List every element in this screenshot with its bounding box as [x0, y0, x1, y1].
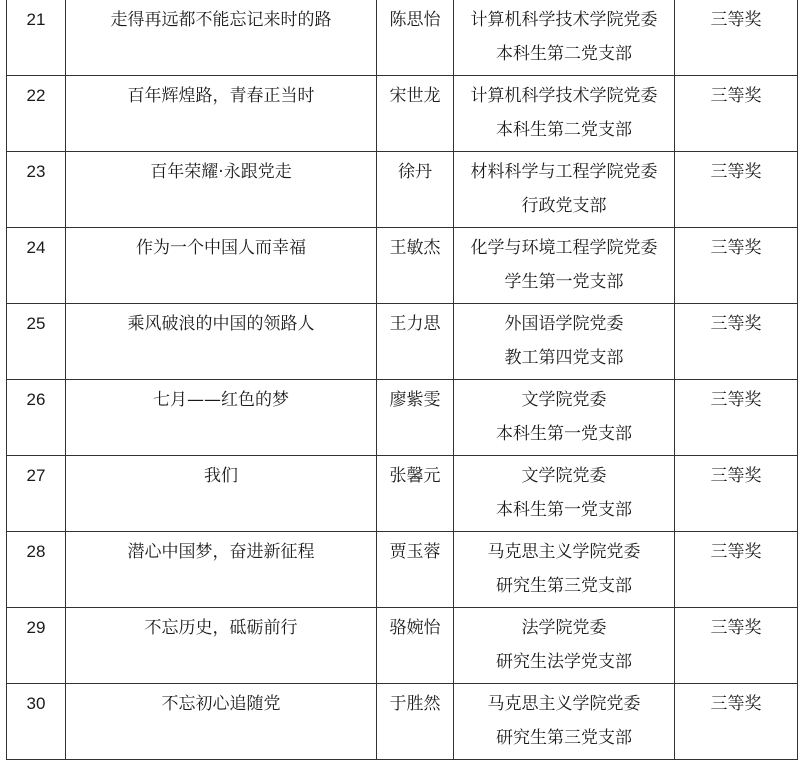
- row-number: 26: [26, 390, 46, 409]
- work-title: 不忘初心追随党: [161, 694, 281, 714]
- award-level: 三等奖: [710, 10, 762, 30]
- row-number: 29: [26, 618, 46, 637]
- row-number-cell: [7, 76, 66, 152]
- award-level: 三等奖: [710, 618, 762, 638]
- author-name-cell: [377, 532, 454, 608]
- author-name-cell: [377, 304, 454, 380]
- work-title: 潜心中国梦，奋进新征程: [127, 542, 315, 562]
- award-level: 三等奖: [710, 238, 762, 258]
- work-title-cell: [66, 0, 377, 76]
- award-cell: [675, 0, 798, 76]
- award-cell: [675, 304, 798, 380]
- table-row: [7, 532, 798, 608]
- unit-line-2: 本科生第二党支部: [496, 120, 632, 140]
- unit-line-1: 材料科学与工程学院党委: [470, 162, 658, 182]
- work-title: 乘风破浪的中国的领路人: [127, 314, 315, 334]
- row-number-cell: [7, 456, 66, 532]
- author-name-cell: [377, 608, 454, 684]
- row-number: 28: [26, 542, 46, 561]
- award-level: 三等奖: [710, 162, 762, 182]
- unit-cell: [454, 0, 675, 76]
- award-cell: [675, 532, 798, 608]
- work-title: 走得再远都不能忘记来时的路: [110, 10, 332, 30]
- row-number: 21: [26, 10, 46, 29]
- award-cell: [675, 228, 798, 304]
- unit-line-1: 文学院党委: [521, 390, 607, 410]
- row-number: 24: [26, 238, 46, 257]
- award-cell: [675, 456, 798, 532]
- unit-line-2: 研究生第三党支部: [496, 728, 632, 748]
- row-number: 23: [26, 162, 46, 181]
- table-row: [7, 380, 798, 456]
- author-name: 陈思怡: [389, 10, 441, 30]
- work-title-cell: [66, 456, 377, 532]
- author-name: 骆婉怡: [389, 618, 441, 638]
- author-name: 贾玉蓉: [389, 542, 441, 562]
- unit-line-2: 行政党支部: [521, 196, 607, 216]
- work-title: 我们: [204, 466, 238, 486]
- author-name: 王力思: [389, 314, 441, 334]
- author-name: 王敏杰: [389, 238, 441, 258]
- author-name-cell: [377, 228, 454, 304]
- unit-line-2: 教工第四党支部: [504, 348, 624, 368]
- award-level: 三等奖: [710, 542, 762, 562]
- work-title-cell: [66, 380, 377, 456]
- author-name-cell: [377, 380, 454, 456]
- award-cell: [675, 76, 798, 152]
- work-title-cell: [66, 684, 377, 760]
- row-number-cell: [7, 380, 66, 456]
- award-cell: [675, 380, 798, 456]
- award-cell: [675, 152, 798, 228]
- author-name: 张馨元: [389, 466, 441, 486]
- award-cell: [675, 608, 798, 684]
- author-name-cell: [377, 76, 454, 152]
- table-row: [7, 228, 798, 304]
- work-title-cell: [66, 304, 377, 380]
- awards-table-body: [7, 0, 798, 760]
- row-number: 27: [26, 466, 46, 485]
- award-cell: [675, 684, 798, 760]
- work-title-cell: [66, 76, 377, 152]
- work-title: 不忘历史，砥砺前行: [144, 618, 298, 638]
- author-name-cell: [377, 152, 454, 228]
- author-name: 于胜然: [389, 694, 441, 714]
- unit-line-1: 法学院党委: [521, 618, 607, 638]
- unit-line-2: 本科生第一党支部: [496, 424, 632, 444]
- award-level: 三等奖: [710, 694, 762, 714]
- unit-cell: [454, 152, 675, 228]
- unit-cell: [454, 228, 675, 304]
- work-title-cell: [66, 152, 377, 228]
- unit-line-1: 化学与环境工程学院党委: [470, 238, 658, 258]
- awards-table: [6, 0, 798, 760]
- work-title-cell: [66, 532, 377, 608]
- unit-cell: [454, 304, 675, 380]
- unit-line-1: 马克思主义学院党委: [487, 542, 641, 562]
- unit-line-2: 学生第一党支部: [504, 272, 624, 292]
- row-number-cell: [7, 304, 66, 380]
- unit-cell: [454, 76, 675, 152]
- row-number-cell: [7, 532, 66, 608]
- row-number-cell: [7, 152, 66, 228]
- work-title: 百年荣耀·永跟党走: [150, 162, 292, 182]
- author-name: 宋世龙: [389, 86, 441, 106]
- unit-cell: [454, 380, 675, 456]
- award-level: 三等奖: [710, 86, 762, 106]
- unit-line-1: 文学院党委: [521, 466, 607, 486]
- award-level: 三等奖: [710, 390, 762, 410]
- author-name-cell: [377, 684, 454, 760]
- table-row: [7, 456, 798, 532]
- row-number: 30: [26, 694, 46, 713]
- table-row: [7, 608, 798, 684]
- row-number: 25: [26, 314, 46, 333]
- unit-cell: [454, 684, 675, 760]
- unit-line-2: 本科生第二党支部: [496, 44, 632, 64]
- award-level: 三等奖: [710, 466, 762, 486]
- unit-line-1: 外国语学院党委: [504, 314, 624, 334]
- unit-line-2: 研究生第三党支部: [496, 576, 632, 596]
- row-number: 22: [26, 86, 46, 105]
- table-row: [7, 304, 798, 380]
- work-title-cell: [66, 608, 377, 684]
- author-name: 徐丹: [398, 162, 432, 182]
- unit-line-1: 计算机科学技术学院党委: [470, 86, 658, 106]
- unit-cell: [454, 456, 675, 532]
- unit-cell: [454, 532, 675, 608]
- unit-cell: [454, 608, 675, 684]
- table-row: [7, 0, 798, 76]
- unit-line-1: 计算机科学技术学院党委: [470, 10, 658, 30]
- table-row: [7, 684, 798, 760]
- author-name: 廖紫雯: [389, 390, 441, 410]
- work-title-cell: [66, 228, 377, 304]
- unit-line-1: 马克思主义学院党委: [487, 694, 641, 714]
- row-number-cell: [7, 0, 66, 76]
- work-title: 百年辉煌路，青春正当时: [127, 86, 315, 106]
- row-number-cell: [7, 608, 66, 684]
- author-name-cell: [377, 456, 454, 532]
- table-row: [7, 152, 798, 228]
- unit-line-2: 研究生法学党支部: [496, 652, 632, 672]
- award-level: 三等奖: [710, 314, 762, 334]
- row-number-cell: [7, 228, 66, 304]
- work-title: 作为一个中国人而幸福: [136, 238, 306, 258]
- table-row: [7, 76, 798, 152]
- author-name-cell: [377, 0, 454, 76]
- unit-line-2: 本科生第一党支部: [496, 500, 632, 520]
- work-title: 七月——红色的梦: [153, 390, 289, 410]
- row-number-cell: [7, 684, 66, 760]
